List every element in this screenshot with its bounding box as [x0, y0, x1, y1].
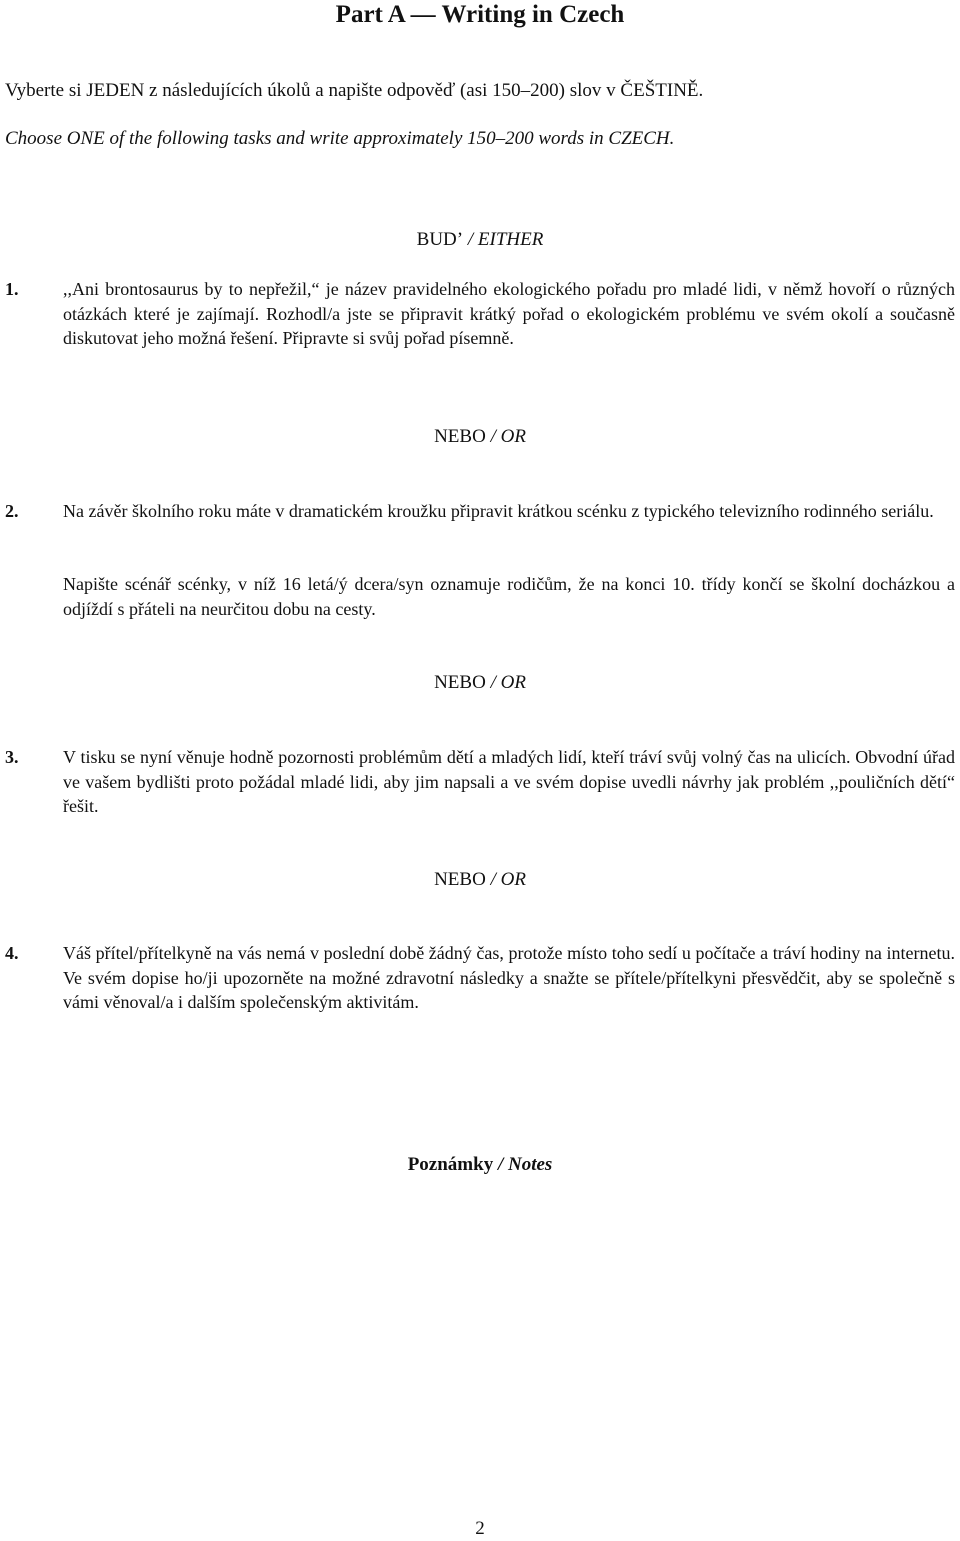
or-label-english: / OR	[485, 672, 526, 693]
instructions-english: Choose ONE of the following tasks and write approximately 150–200 words in CZECH.	[5, 128, 675, 149]
or-separator-1	[0, 425, 960, 449]
either-separator	[0, 228, 960, 252]
or-label-english: / OR	[485, 426, 526, 447]
task-3-number: 3.	[5, 747, 19, 767]
task-3-text: V tisku se nyní věnuje hodně pozornosti problémům dětí a mladých lidí, kteří tráví svůj volný čas na ulicích. Obvodní úřad ve vašem bydlišti proto požádal mladé lidi, aby jim napsali a ve svém dopise uvedli návrhy jak problém ,,pouličních dětí“ řešit.	[63, 747, 955, 817]
either-label-english: / EITHER	[463, 229, 544, 250]
notes-heading	[0, 1153, 960, 1177]
task-1-number: 1.	[5, 279, 19, 299]
or-label-english: / OR	[485, 869, 526, 890]
or-label-czech: NEBO	[434, 426, 486, 447]
or-label-czech: NEBO	[434, 672, 486, 693]
or-separator-2	[0, 671, 960, 695]
task-2-number: 2.	[5, 501, 19, 521]
task-2-text-2: Napište scénář scénky, v níž 16 letá/ý dcera/syn oznamuje rodičům, že na konci 10. třídy končí se školní docházkou a odjíždí s přáteli na neurčitou dobu na cesty.	[63, 574, 955, 619]
or-label-czech: NEBO	[434, 869, 486, 890]
task-2-text-1: Na závěr školního roku máte v dramatickém kroužku připravit krátkou scénku z typického televizního rodinného seriálu.	[63, 501, 934, 521]
or-separator-3	[0, 868, 960, 892]
task-1-text: ,,Ani brontosaurus by to nepřežil,“ je název pravidelného ekologického pořadu pro mladé lidi, v němž hovoří o různých otázkách které je zajímají. Rozhodl/a jste se připravit krátký pořad o ekologickém problému ve svém okolí a současně diskutovat jeho možná řešení. Připravte si svůj pořad písemně.	[63, 279, 955, 349]
notes-label-english: / Notes	[493, 1154, 553, 1175]
notes-label-czech: Poznámky	[407, 1154, 494, 1175]
page-number: 2	[475, 1518, 485, 1539]
instructions-czech: Vyberte si JEDEN z následujících úkolů a napište odpověď (asi 150–200) slov v ČEŠTINĚ.	[5, 80, 704, 101]
page-title: Part A — Writing in Czech	[335, 1, 625, 28]
task-4-text: Váš přítel/přítelkyně na vás nemá v poslední době žádný čas, protože místo toho sedí u počítače a tráví hodiny na internetu. Ve svém dopise ho/ji upozorněte na možné zdravotní následky a snažte se přítele/přítelkyni přesvědčit, aby se společně s vámi věnoval/a i dalším společenským aktivitám.	[63, 943, 955, 1013]
task-4-number: 4.	[5, 943, 19, 963]
either-label-czech: BUD’	[416, 229, 464, 250]
